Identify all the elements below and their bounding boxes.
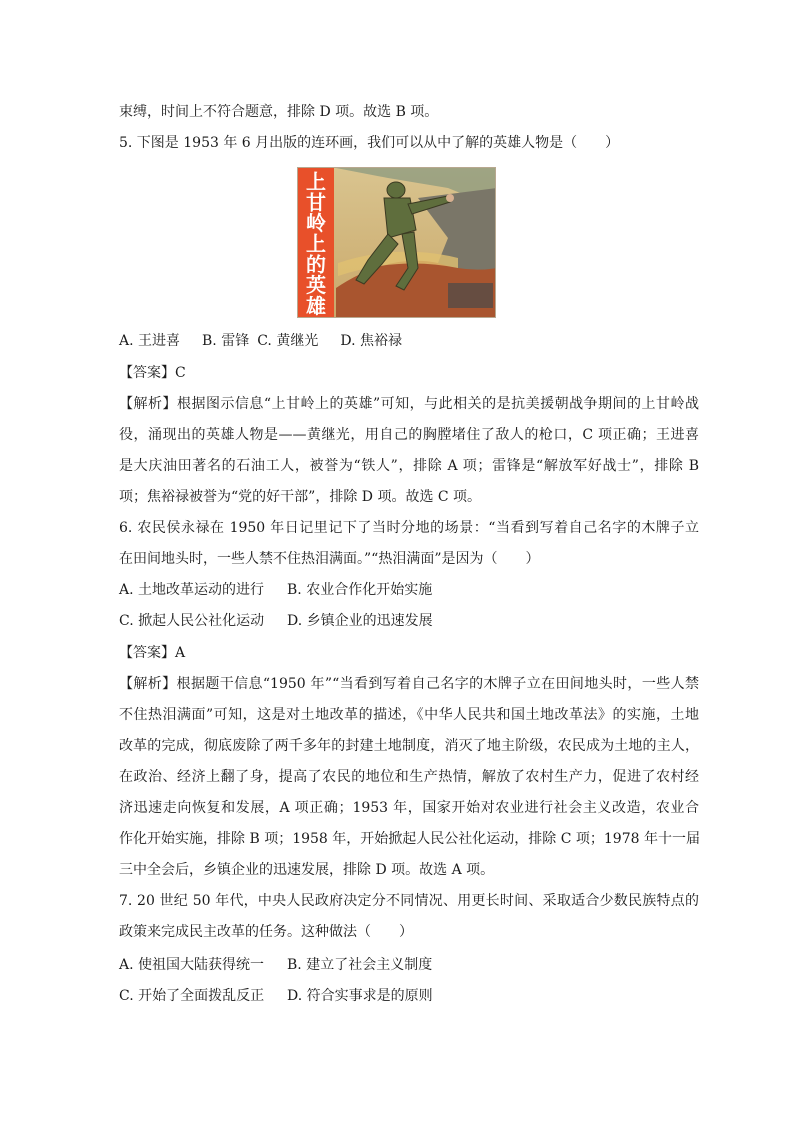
option-a: A. 土地改革运动的进行 xyxy=(119,582,265,598)
question-6-stem: 6. 农民侯永禄在 1950 年日记里记下了当时分地的场景：“当看到写着自己名字的木牌子立 xyxy=(119,520,699,536)
question-5-stem: 5. 下图是 1953 年 6 月出版的连环画，我们可以从中了解的英雄人物是（ ） xyxy=(119,135,620,151)
comic-cover-image xyxy=(297,167,496,318)
question-6-stem: 在田间地头时，一些人禁不住热泪满面。”“热泪满面”是因为（ ） xyxy=(119,551,540,567)
comic-title-char: 英 xyxy=(306,273,326,298)
question-7-options-row1 xyxy=(119,955,699,975)
option-a: A. 使祖国大陆获得统一 xyxy=(119,957,265,973)
answer-label: 【答案】C xyxy=(119,365,186,381)
answer-label: 【答案】A xyxy=(119,645,186,661)
analysis-line: 三中全会后，乡镇企业的迅速发展，排除 D 项。故选 A 项。 xyxy=(119,862,495,878)
option-d: D. 符合实事求是的原则 xyxy=(287,988,433,1004)
question-6-options-row2 xyxy=(119,611,699,631)
comic-title-char: 的 xyxy=(306,252,326,277)
option-a: A. 王进喜 xyxy=(119,333,181,349)
option-d: D. 焦裕禄 xyxy=(340,333,402,349)
analysis-line: 改革的完成，彻底废除了两千多年的封建土地制度，消灭了地主阶级，农民成为土地的主人， xyxy=(119,738,699,754)
analysis-line: 役，涌现出的英雄人物是——黄继光，用自己的胸膛堵住了敌人的枪口，C 项正确；王进喜 xyxy=(119,427,699,443)
comic-title-char: 上 xyxy=(306,231,326,256)
comic-title-char: 上 xyxy=(306,169,326,194)
analysis-line: 是大庆油田著名的石油工人，被誉为“铁人”，排除 A 项；雷锋是“解放军好战士”，排除 B xyxy=(119,458,699,474)
option-d: D. 乡镇企业的迅速发展 xyxy=(287,613,433,629)
comic-title-banner xyxy=(298,168,334,318)
analysis-line: 不住热泪满面”可知，这是对土地改革的描述，《中华人民共和国土地改革法》的实施，土地 xyxy=(119,707,699,723)
analysis-line: 项；焦裕禄被誉为“党的好干部”，排除 D 项。故选 C 项。 xyxy=(119,489,482,505)
question-7-stem: 7. 20 世纪 50 年代，中央人民政府决定分不同情况、用更长时间、采取适合少数民族特点的 xyxy=(119,893,699,909)
comic-title-char: 雄 xyxy=(306,293,326,318)
comic-title-char: 甘 xyxy=(306,190,326,215)
analysis-line: 在政治、经济上翻了身，提高了农民的地位和生产热情，解放了农村生产力，促进了农村经 xyxy=(119,769,699,785)
analysis-line: 作化开始实施，排除 B 项；1958 年，开始掀起人民公社化运动，排除 C 项；1978 年十一届 xyxy=(119,831,700,847)
option-b: B. 建立了社会主义制度 xyxy=(287,957,433,973)
comic-title-char: 岭 xyxy=(306,211,326,236)
question-7-stem: 政策来完成民主改革的任务。这种做法（ ） xyxy=(119,924,413,940)
analysis-line: 【解析】根据图示信息“上甘岭上的英雄”可知，与此相关的是抗美援朝战争期间的上甘岭战 xyxy=(119,396,699,412)
option-c: C. 黄继光 xyxy=(257,333,319,349)
analysis-line: 济迅速走向恢复和发展，A 项正确；1953 年，国家开始对农业进行社会主义改造，农业合 xyxy=(119,800,699,816)
option-c: C. 开始了全面拨乱反正 xyxy=(119,988,265,1004)
analysis-line: 【解析】根据题干信息“1950 年”“当看到写着自己名字的木牌子立在田间地头时，一些人禁 xyxy=(119,676,699,692)
option-b: B. 雷锋 xyxy=(202,333,250,349)
text-line: 束缚，时间上不符合题意，排除 D 项。故选 B 项。 xyxy=(119,104,439,120)
option-c: C. 掀起人民公社化运动 xyxy=(119,613,265,629)
question-6-options-row1 xyxy=(119,580,699,600)
option-b: B. 农业合作化开始实施 xyxy=(287,582,433,598)
question-7-options-row2 xyxy=(119,986,699,1006)
question-5-options xyxy=(119,331,699,351)
